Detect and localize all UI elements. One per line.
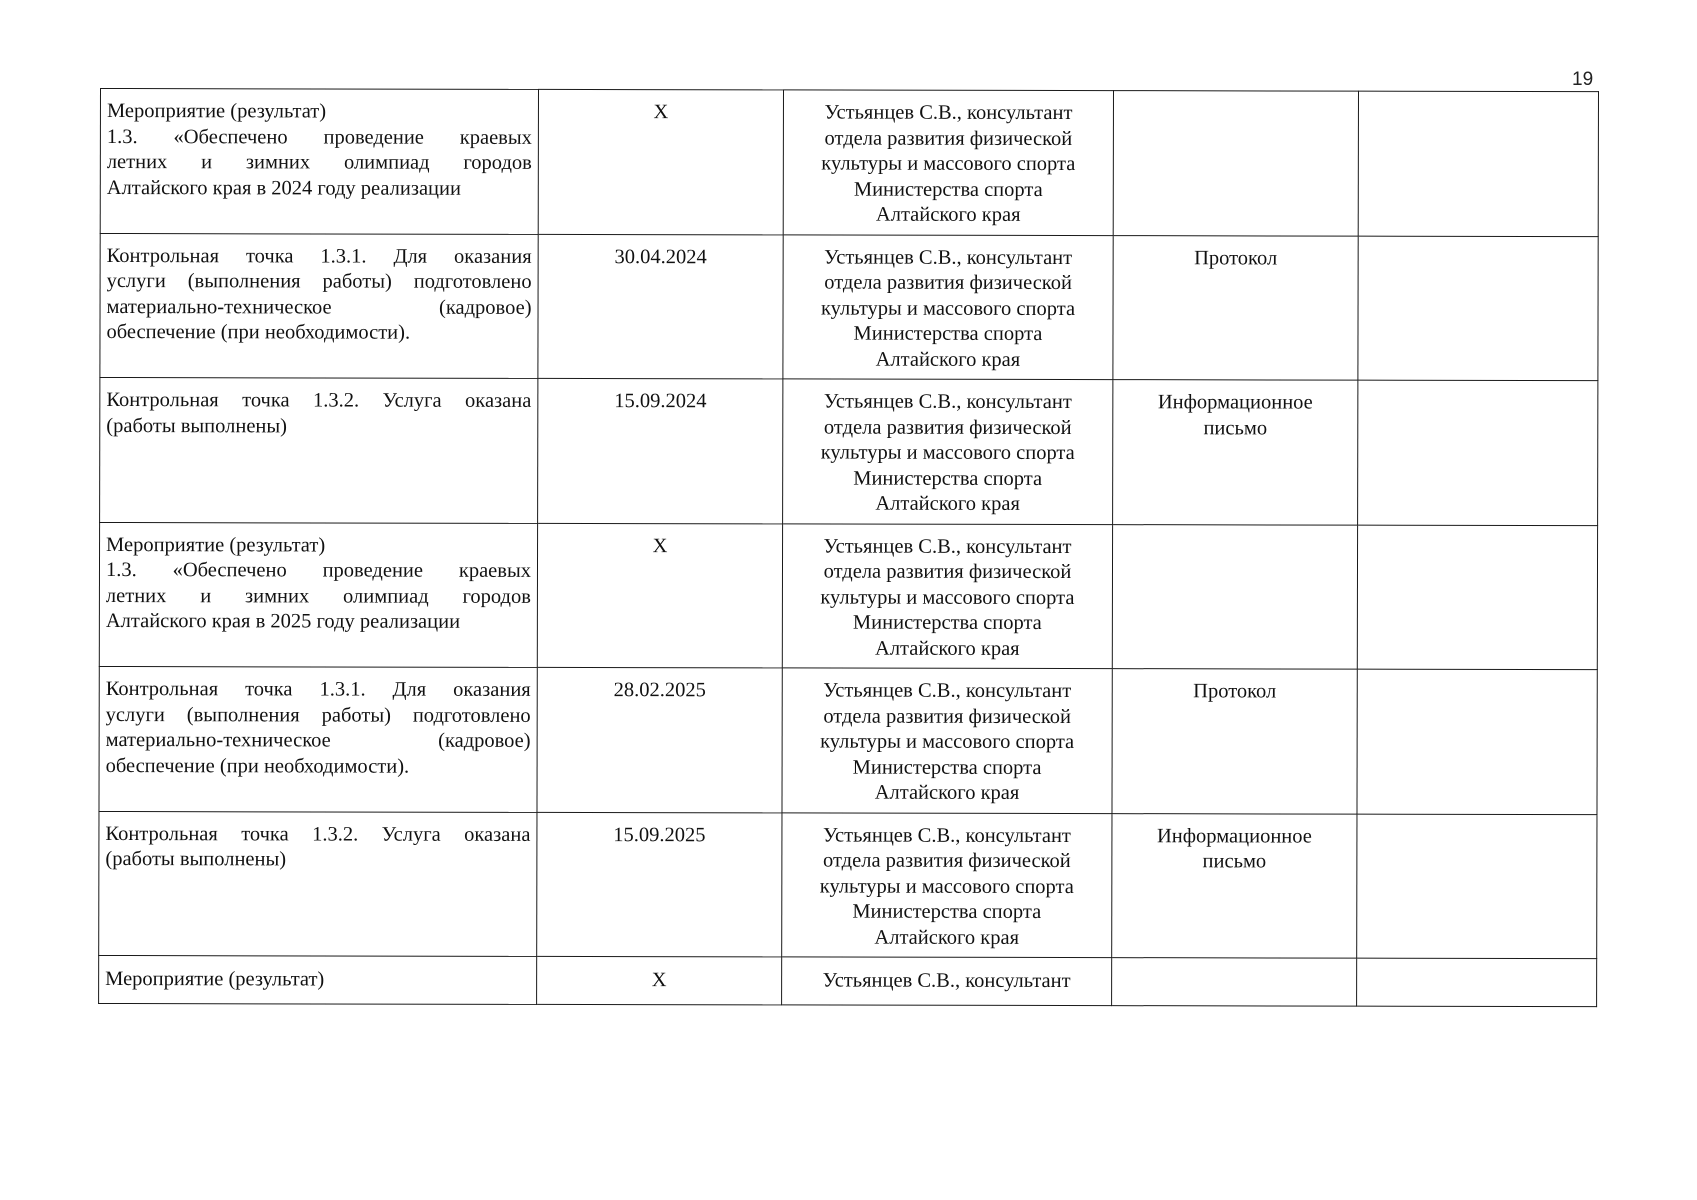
responsible-line: отдела развития физической [823,849,1071,873]
responsible-line: Алтайского края [874,926,1020,949]
activity-name-line: обеспечение (при необходимости). [106,321,411,344]
responsible-cell [783,90,1113,235]
responsible-line: Алтайского края [874,781,1020,804]
deadline-cell: X [537,523,782,668]
responsible-cell [782,668,1112,813]
responsible-line: Алтайского края [875,348,1021,371]
activity-name-cell [99,811,537,956]
responsible-line: Министерства спорта [852,756,1042,779]
document-type-cell [1112,813,1357,958]
responsible-line: Министерства спорта [852,611,1042,634]
document-type-cell [1113,91,1358,236]
responsible-line: культуры и массового спорта [820,441,1075,465]
responsible-line: культуры и массового спорта [820,586,1075,609]
note-cell [1358,91,1598,236]
deadline-cell: 28.02.2025 [537,667,782,812]
activity-name-cell [99,666,537,811]
activity-name-line: услуги (выполнения работы) подготовлено [105,703,531,727]
document-type-cell [1113,380,1358,525]
activity-name-line: материально-техническое (кадровое) [105,729,531,752]
document-type-cell [1112,958,1357,1007]
activity-name-line: услуги (выполнения работы) подготовлено [106,270,532,293]
activity-name-cell [100,89,538,234]
deadline-cell: 30.04.2024 [538,234,783,379]
responsible-line: культуры и массового спорта [819,875,1074,898]
note-cell [1357,814,1597,959]
note-cell [1357,525,1597,670]
activity-name-cell [100,233,538,378]
document-type-cell [1112,524,1357,669]
page-number: 19 [1572,69,1594,90]
document-type-cell: Протокол [1113,235,1358,380]
note-cell [1357,669,1597,814]
responsible-line: Устьянцев С.В., консультант [823,390,1072,414]
responsible-line: Устьянцев С.В., консультант [823,535,1072,558]
activity-name-cell [99,522,537,667]
responsible-line: отдела развития физической [823,416,1072,439]
activity-name-line: Контрольная точка 1.3.2. Услуга оказана [105,822,531,846]
note-cell [1358,380,1598,525]
document-type-line: письмо [1202,850,1267,873]
responsible-cell [782,957,1112,1006]
responsible-line: культуры и массового спорта [820,297,1076,320]
activity-name-line: 1.3. «Обеспечено проведение краевых [105,559,532,582]
responsible-line: Алтайского края [875,203,1021,226]
activity-name-line: летних и зимних олимпиад городов [106,151,532,174]
activity-name-line: Контрольная точка 1.3.1. Для оказания [106,244,532,268]
activity-name-line: обеспечение (при необходимости). [105,754,410,778]
deadline-cell: X [537,956,782,1005]
responsible-line: культуры и массового спорта [820,730,1075,754]
deadline-cell: 15.09.2025 [537,812,782,957]
activity-name-line: Мероприятие (результат) [105,968,325,991]
responsible-line: культуры и массового спорта [821,152,1076,176]
activity-name-line: летних и зимних олимпиад городов [105,584,531,608]
document-type-line: Информационное [1156,824,1312,848]
responsible-line: Министерства спорта [853,178,1043,201]
table-row [100,378,1598,526]
responsible-line: Устьянцев С.В., консультант [823,679,1072,703]
activity-name-line: (работы выполнены) [105,848,287,871]
activity-name-line: Мероприятие (результат) [106,100,327,123]
deadline-cell: X [538,89,783,234]
responsible-line: Министерства спорта [853,467,1043,490]
responsible-line: отдела развития физической [824,271,1072,295]
responsible-line: Устьянцев С.В., консультант [824,101,1073,125]
table-row [100,89,1598,237]
responsible-line: отдела развития физической [824,127,1073,150]
plan-table-body [99,89,1599,1007]
table-row [99,666,1597,814]
table-row [99,522,1597,670]
table-row [100,233,1598,381]
activity-name-line: Мероприятие (результат) [106,533,326,556]
activity-name-line: Алтайского края в 2025 году реализации [105,610,461,633]
activity-name-line: Контрольная точка 1.3.2. Услуга оказана [106,389,532,412]
activity-name-line: Алтайского края в 2024 году реализации [106,176,462,200]
responsible-cell [782,523,1112,668]
deadline-cell: 15.09.2024 [538,378,783,523]
table-row [99,955,1597,1006]
responsible-line: Министерства спорта [853,322,1043,345]
responsible-line: Устьянцев С.В., консультант [822,969,1071,993]
responsible-line: отдела развития физической [823,560,1072,584]
responsible-line: отдела развития физической [823,705,1072,728]
activity-name-line: Контрольная точка 1.3.1. Для оказания [105,678,531,701]
note-cell [1358,236,1598,381]
note-cell [1357,958,1597,1007]
responsible-line: Алтайского края [875,637,1020,660]
plan-table [98,88,1599,1007]
responsible-line: Министерства спорта [852,900,1042,923]
activity-name-cell [100,378,538,523]
activity-name-line: (работы выполнены) [106,414,288,437]
responsible-line: Алтайского края [875,492,1020,515]
activity-name-line: материально-техническое (кадровое) [106,295,532,319]
responsible-cell [782,812,1112,957]
activity-name-line: 1.3. «Обеспечено проведение краевых [106,125,532,149]
table-row [99,811,1597,959]
responsible-line: Устьянцев С.В., консультант [822,824,1071,847]
responsible-cell [783,379,1113,524]
responsible-line: Устьянцев С.В., консультант [824,246,1073,269]
responsible-cell [783,234,1113,379]
document-type-cell: Протокол [1112,669,1357,814]
document-type-line: письмо [1203,416,1268,439]
document-type-line: Информационное [1157,391,1313,414]
activity-name-cell [99,955,537,1004]
